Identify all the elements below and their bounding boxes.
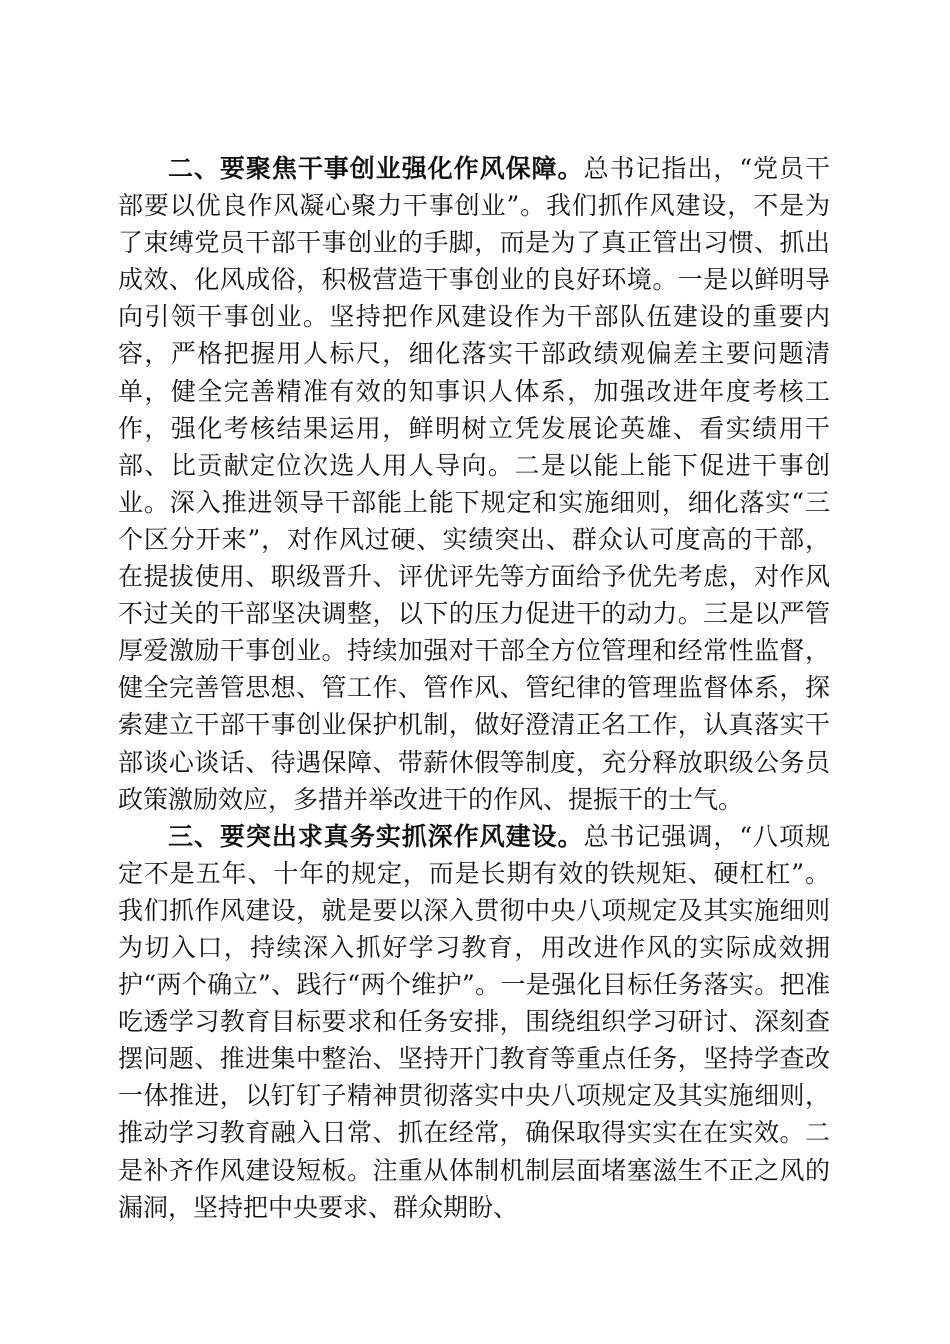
document-body [118, 150, 830, 1226]
section-3-body: 总书记强调，“八项规定不是五年、十年的规定，而是长期有效的铁规矩、硬杠杠”。我们抓作风建设，就是要以深入贯彻中央八项规定及其实施细则为切入口，持续深入抓好学习教育，用改进作风的实际成效拥护“两个确立”、践行“两个维护”。一是强化目标任务落实。把准吃透学习教育目标要求和任务安排，围绕组织学习研讨、深刻查摆问题、推进集中整治、坚持开门教育等重点任务，坚持学查改一体推进，以钉钉子精神贯彻落实中央八项规定及其实施细则，推动学习教育融入日常、抓在经常，确保取得实实在在实效。二是补齐作风建设短板。注重从体制机制层面堵塞滋生不正之风的漏洞，坚持把中央要求、群众期盼、 [118, 821, 830, 1222]
paragraph-section-2 [118, 150, 830, 818]
section-2-body: 总书记指出，“党员干部要以优良作风凝心聚力干事创业”。我们抓作风建设，不是为了束缚党员干部干事创业的手脚，而是为了真正管出习惯、抓出成效、化风成俗，积极营造干事创业的良好环境。一是以鲜明导向引领干事创业。坚持把作风建设作为干部队伍建设的重要内容，严格把握用人标尺，细化落实干部政绩观偏差主要问题清单，健全完善精准有效的知事识人体系，加强改进年度考核工作，强化考核结果运用，鲜明树立凭发展论英雄、看实绩用干部、比贡献定位次选人用人导向。二是以能上能下促进干事创业。深入推进领导干部能上能下规定和实施细则，细化落实“三个区分开来”，对作风过硬、实绩突出、群众认可度高的干部，在提拔使用、职级晋升、评优评先等方面给予优先考虑，对作风不过关的干部坚决调整，以下的压力促进干的动力。三是以严管厚爱激励干事创业。持续加强对干部全方位管理和经常性监督，健全完善管思想、管工作、管作风、管纪律的管理监督体系，探索建立干部干事创业保护机制，做好澄清正名工作，认真落实干部谈心谈话、待遇保障、带薪休假等制度，充分释放职级公务员政策激励效应，多措并举改进干的作风、提振干的士气。 [118, 154, 830, 814]
paragraph-section-3 [118, 818, 830, 1226]
section-2-heading: 二、要聚焦干事创业强化作风保障。 [168, 154, 584, 183]
section-3-heading: 三、要突出求真务实抓深作风建设。 [168, 821, 584, 851]
